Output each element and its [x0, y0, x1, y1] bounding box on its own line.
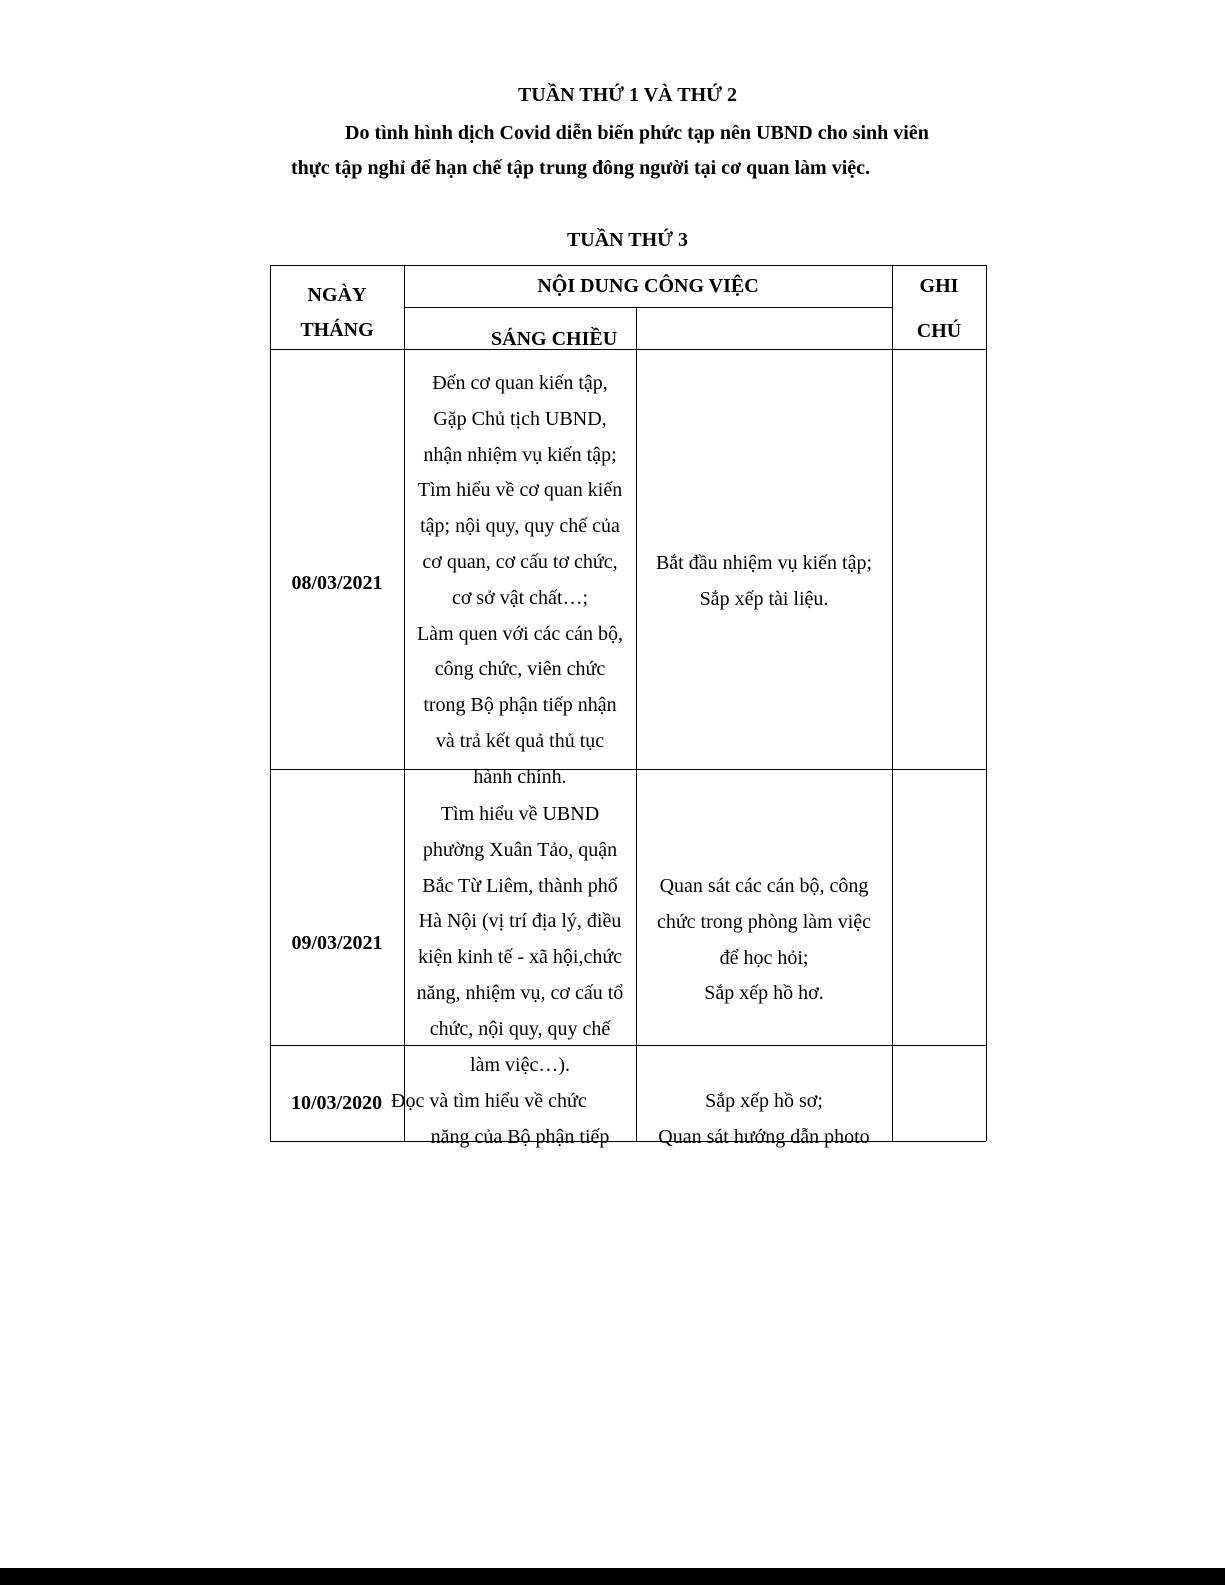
- row2-morning-line: chức, nội quy, quy chế: [429, 1017, 611, 1040]
- row2-afternoon-line: Sắp xếp hồ hơ.: [704, 982, 824, 1005]
- row2-morning-line: làm việc…).: [470, 1053, 570, 1076]
- row1-morning-line: hành chính.: [473, 765, 567, 788]
- row2-date: 09/03/2021: [291, 932, 383, 954]
- week3-title: TUẦN THỨ 3: [566, 229, 689, 251]
- header-date-line1: NGÀY: [307, 284, 367, 306]
- header-note-line1: GHI: [919, 275, 959, 297]
- header-content: NỘI DUNG CÔNG VIỆC: [537, 275, 759, 297]
- row2-morning-line: phường Xuân Tảo, quận: [422, 838, 618, 861]
- row1-afternoon: [636, 546, 892, 618]
- row1-afternoon-line: Sắp xếp tài liệu.: [699, 587, 829, 610]
- row1-morning: [404, 366, 636, 796]
- row1-morning-line: nhận nhiệm vụ kiến tập;: [423, 443, 617, 466]
- row3-afternoon: [636, 1084, 892, 1156]
- row2-afternoon-line: chức trong phòng làm việc: [656, 910, 872, 933]
- row2-morning-line: Hà Nội (vị trí địa lý, điều: [418, 910, 622, 933]
- row2-afternoon: [636, 869, 892, 1012]
- col-divider-note: [892, 265, 893, 1141]
- row1-morning-line: cơ sở vật chất…;: [451, 586, 589, 609]
- week12-paragraph-line2: thực tập nghỉ để hạn chế tập trung đông người tại cơ quan làm việc.: [291, 157, 871, 179]
- header-note-line2: CHÚ: [916, 320, 962, 342]
- page-bottom-edge: [0, 1568, 1225, 1585]
- row2-morning-line: Tìm hiểu về UBND: [440, 803, 600, 825]
- row1-morning-line: tập; nội quy, quy chế của: [420, 515, 620, 538]
- row2-morning-line: Bắc Từ Liêm, thành phố: [422, 874, 618, 897]
- row2-afternoon-line: để học hỏi;: [719, 946, 809, 969]
- col-divider-morning: [636, 307, 637, 1141]
- row1-afternoon-line: Bắt đầu nhiệm vụ kiến tập;: [655, 552, 873, 574]
- row1-morning-line: và trả kết quả thủ tục: [435, 729, 605, 752]
- row1-morning-line: trong Bộ phận tiếp nhận: [423, 694, 617, 717]
- row3-morning-line: năng của Bộ phận tiếp: [430, 1126, 610, 1148]
- row2-morning-line: năng, nhiệm vụ, cơ cấu tổ: [416, 981, 624, 1004]
- row2-afternoon-line: Quan sát các cán bộ, công: [659, 875, 869, 897]
- row1-date: 08/03/2021: [291, 572, 383, 594]
- header-subheader: SÁNG CHIỀU: [491, 328, 618, 350]
- row2-morning: [404, 797, 636, 1083]
- header-bottom-line: [270, 349, 986, 350]
- row1-morning-line: công chức, viên chức: [434, 658, 606, 681]
- table-border-left: [270, 265, 271, 1141]
- row1-morning-line: Tìm hiểu về cơ quan kiến: [417, 479, 623, 502]
- week12-title: TUẦN THỨ 1 VÀ THỨ 2: [517, 84, 738, 106]
- row3-morning-line: Đọc và tìm hiểu về chức: [391, 1090, 587, 1112]
- row1-morning-line: Gặp Chủ tịch UBND,: [433, 407, 607, 430]
- row3-afternoon-line: Sắp xếp hồ sơ;: [705, 1090, 823, 1112]
- table-border-right: [986, 265, 987, 1141]
- row1-morning-line: cơ quan, cơ cấu tơ chức,: [422, 550, 618, 573]
- row1-morning-line: Đến cơ quan kiến tập,: [432, 372, 608, 394]
- header-date-line2: THÁNG: [300, 319, 374, 341]
- row3-date: 10/03/2020: [291, 1092, 383, 1114]
- table-border-top: [270, 265, 986, 266]
- row1-morning-line: Làm quen với các cán bộ,: [416, 622, 624, 645]
- row2-morning-line: kiện kinh tế - xã hội,chức: [417, 946, 623, 969]
- row3-afternoon-line: Quan sát hướng dẫn photo: [658, 1125, 870, 1148]
- header-divider: [404, 307, 892, 308]
- week12-paragraph-line1: Do tình hình dịch Covid diễn biến phức tạp nên UBND cho sinh viên: [345, 122, 929, 144]
